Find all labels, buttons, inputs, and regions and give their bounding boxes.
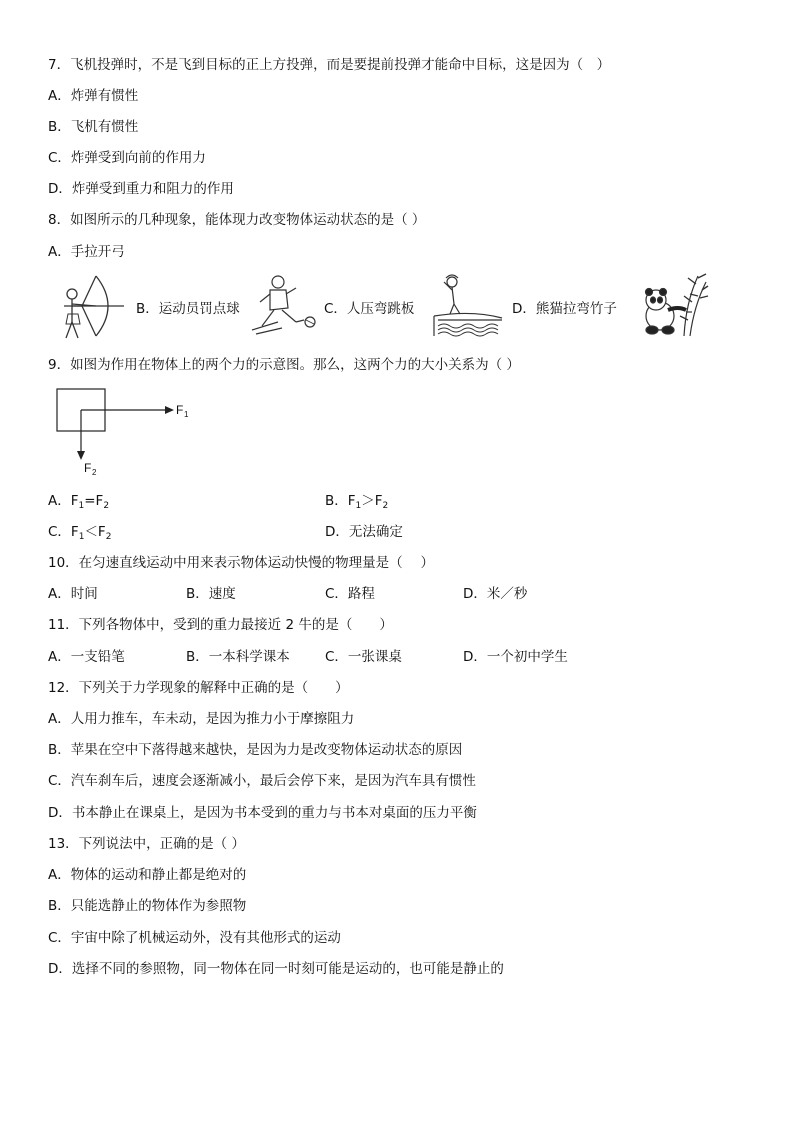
q13-option-d: D．选择不同的参照物，同一物体在同一时刻可能是运动的，也可能是静止的 bbox=[48, 961, 504, 977]
q8-option-a: A．手拉开弓 bbox=[48, 244, 125, 260]
diving-board-image bbox=[432, 272, 504, 338]
f1-subscript: 1 bbox=[184, 410, 189, 419]
q10-stem: 10．在匀速直线运动中用来表示物体运动快慢的物理量是（ ） bbox=[48, 555, 434, 571]
f2-label: F bbox=[84, 461, 92, 475]
q7-stem: 7．飞机投弹时，不是飞到目标的正上方投弹，而是要提前投弹才能命中目标，这是因为（ ） bbox=[48, 57, 611, 73]
f1-label: F bbox=[176, 403, 184, 417]
q9-option-d: D．无法确定 bbox=[325, 524, 403, 540]
q7-option-b: B．飞机有惯性 bbox=[48, 119, 139, 135]
q9-option-a: A．$F_1=F_2$ bbox=[48, 493, 110, 511]
q13-stem: 13．下列说法中，正确的是（ ） bbox=[48, 836, 245, 852]
q7-option-c: C．炸弹受到向前的作用力 bbox=[48, 150, 206, 166]
q12-option-b: B．苹果在空中下落得越来越快，是因为力是改变物体运动状态的原因 bbox=[48, 742, 463, 758]
q8-option-b: B．运动员罚点球 bbox=[136, 301, 240, 317]
q10-option-c: C．路程 bbox=[325, 586, 375, 602]
q12-option-a: A．人用力推车，车未动，是因为推力小于摩擦阻力 bbox=[48, 711, 355, 727]
q11-option-a: A．一支铅笔 bbox=[48, 649, 125, 665]
q10-option-b: B．速度 bbox=[186, 586, 236, 602]
soccer-player-image bbox=[248, 272, 320, 338]
q8-option-d: D．熊猫拉弯竹子 bbox=[512, 301, 617, 317]
force-diagram bbox=[50, 384, 200, 480]
q9-stem: 9．如图为作用在物体上的两个力的示意图。那么，这两个力的大小关系为（ ） bbox=[48, 357, 520, 373]
q7-option-a: A．炸弹有惯性 bbox=[48, 88, 139, 104]
q10-option-a: A．时间 bbox=[48, 586, 98, 602]
q11-option-b: B．一本科学课本 bbox=[186, 649, 290, 665]
q8-option-c: C．人压弯跳板 bbox=[324, 301, 415, 317]
q13-option-b: B．只能选静止的物体作为参照物 bbox=[48, 898, 247, 914]
q11-option-c: C．一张课桌 bbox=[325, 649, 402, 665]
q11-stem: 11．下列各物体中，受到的重力最接近 2 牛的是（ ） bbox=[48, 617, 393, 633]
q12-stem: 12．下列关于力学现象的解释中正确的是（ ） bbox=[48, 680, 349, 696]
q13-option-c: C．宇宙中除了机械运动外，没有其他形式的运动 bbox=[48, 930, 341, 946]
panda-bamboo-image bbox=[640, 272, 710, 338]
q10-option-d: D．米／秒 bbox=[463, 586, 528, 602]
q9-option-c: C．$F_1<F_2$ bbox=[48, 524, 112, 542]
f2-subscript: 2 bbox=[92, 468, 97, 477]
q13-option-a: A．物体的运动和静止都是绝对的 bbox=[48, 867, 247, 883]
q8-stem: 8．如图所示的几种现象，能体现力改变物体运动状态的是（ ） bbox=[48, 212, 426, 228]
q12-option-c: C．汽车刹车后，速度会逐渐减小，最后会停下来，是因为汽车具有惯性 bbox=[48, 773, 476, 789]
q11-option-d: D．一个初中学生 bbox=[463, 649, 568, 665]
q12-option-d: D．书本静止在课桌上，是因为书本受到的重力与书本对桌面的压力平衡 bbox=[48, 805, 477, 821]
q7-option-d: D．炸弹受到重力和阻力的作用 bbox=[48, 181, 234, 197]
archer-image bbox=[58, 272, 128, 340]
q9-option-b: B．$F_1>F_2$ bbox=[325, 493, 389, 511]
